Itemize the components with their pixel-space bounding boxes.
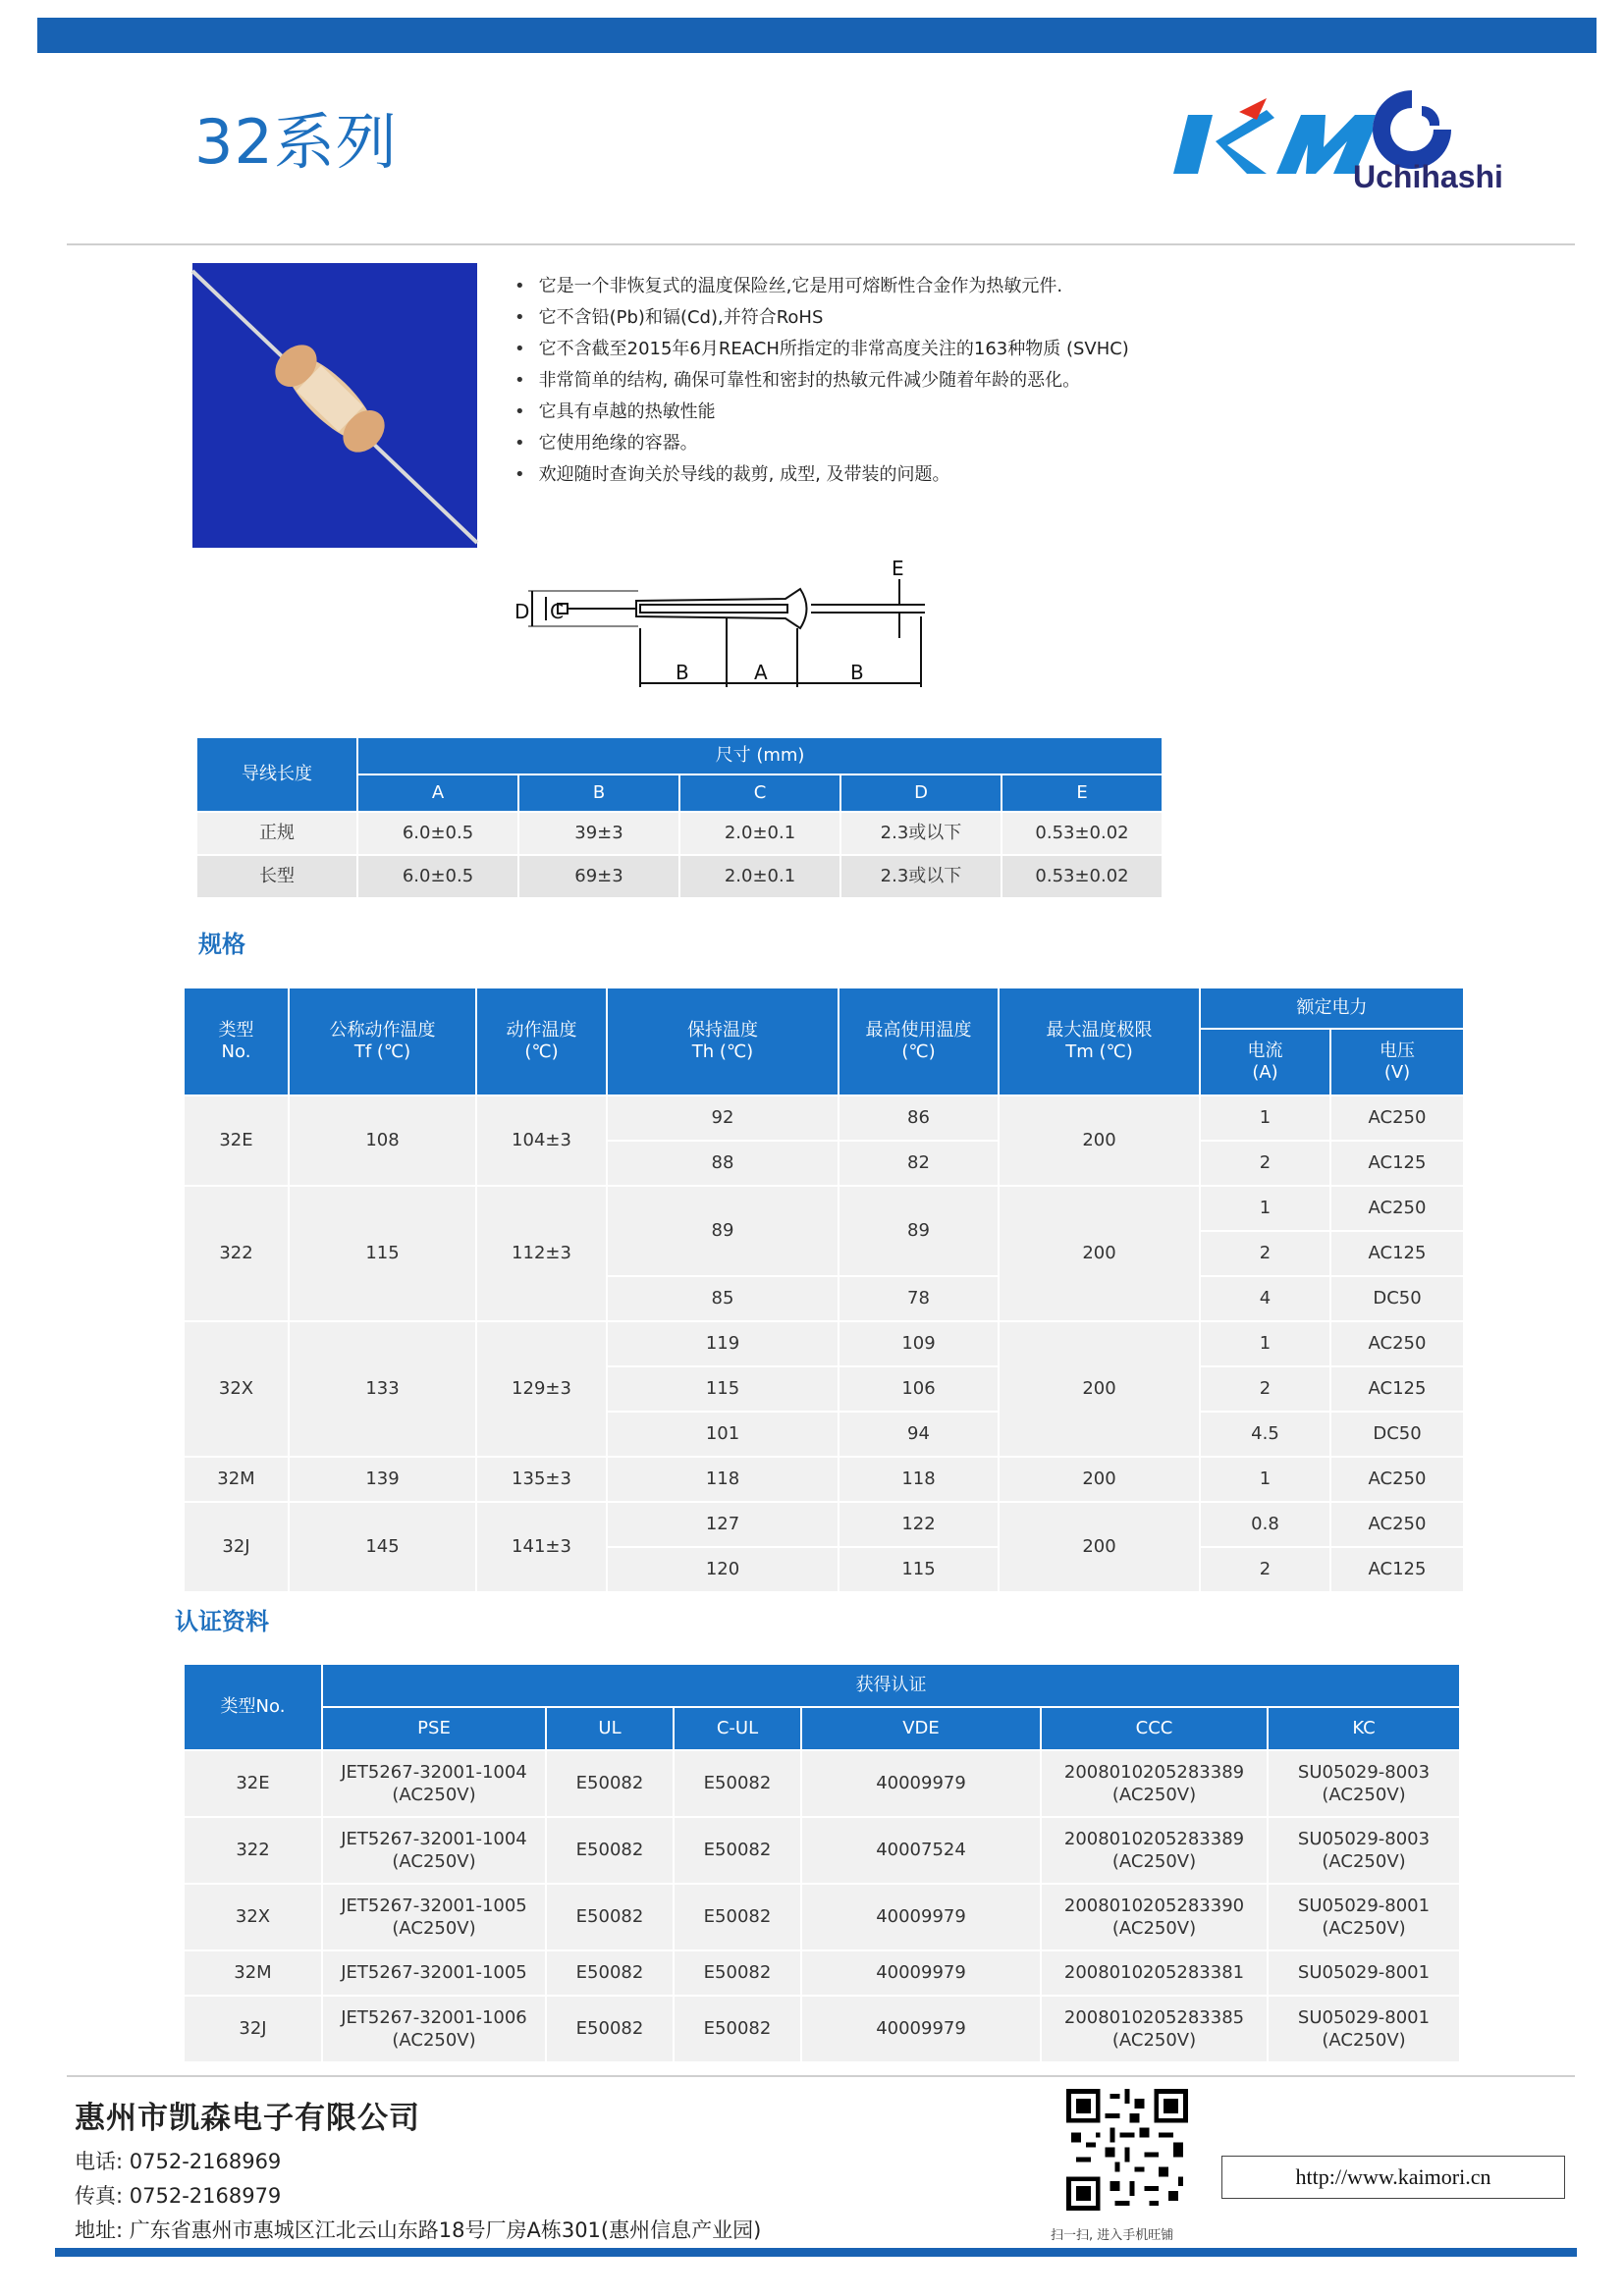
spec-cell: 118 bbox=[839, 1457, 999, 1502]
spec-cell: 115 bbox=[839, 1547, 999, 1592]
cert-col: PSE bbox=[322, 1707, 546, 1750]
dims-cell: 6.0±0.5 bbox=[357, 855, 518, 898]
spec-header-tm: 最大温度极限 Tm (℃) bbox=[999, 988, 1200, 1095]
spec-cell: 200 bbox=[999, 1502, 1200, 1592]
company-fax: 传真: 0752-2168979 bbox=[75, 2184, 282, 2208]
spec-cell: 2 bbox=[1200, 1231, 1330, 1276]
cert-col: UL bbox=[546, 1707, 674, 1750]
cert-cell: E50082 bbox=[674, 1750, 801, 1817]
cert-cell: 40007524 bbox=[801, 1817, 1041, 1884]
spec-cell: 2 bbox=[1200, 1141, 1330, 1186]
spec-cell: AC250 bbox=[1330, 1095, 1464, 1141]
cert-col: CCC bbox=[1041, 1707, 1268, 1750]
table-row bbox=[184, 1750, 1460, 1817]
spec-cell: 200 bbox=[999, 1321, 1200, 1457]
spec-cell: 120 bbox=[607, 1547, 839, 1592]
spec-cell: AC250 bbox=[1330, 1502, 1464, 1547]
spec-cell: 108 bbox=[289, 1095, 476, 1186]
cert-group-header: 获得认证 bbox=[322, 1664, 1460, 1707]
spec-cell: 118 bbox=[607, 1457, 839, 1502]
cert-cell: 40009979 bbox=[801, 1996, 1041, 2062]
cert-col: VDE bbox=[801, 1707, 1041, 1750]
dims-col: C bbox=[679, 774, 840, 812]
dim-label-b1: B bbox=[676, 661, 689, 684]
dimensions-table bbox=[196, 737, 1163, 898]
table-row bbox=[196, 812, 1163, 855]
dims-cell: 2.3或以下 bbox=[840, 812, 1001, 855]
spec-cell: AC250 bbox=[1330, 1457, 1464, 1502]
spec-cell: DC50 bbox=[1330, 1276, 1464, 1321]
footer-divider bbox=[67, 2075, 1575, 2077]
dims-cell: 69±3 bbox=[518, 855, 679, 898]
spec-cell: 200 bbox=[999, 1457, 1200, 1502]
spec-cell: 106 bbox=[839, 1366, 999, 1412]
cert-cell: SU05029-8001 bbox=[1268, 1950, 1460, 1996]
dim-label-b2: B bbox=[850, 661, 864, 684]
dims-cell: 0.53±0.02 bbox=[1001, 855, 1163, 898]
spec-cell: 122 bbox=[839, 1502, 999, 1547]
table-row bbox=[184, 1502, 1464, 1547]
cert-cell: 40009979 bbox=[801, 1750, 1041, 1817]
spec-cell: 32E bbox=[184, 1095, 289, 1186]
cert-cell: JET5267-32001-1004 (AC250V) bbox=[322, 1750, 546, 1817]
spec-cell: 1 bbox=[1200, 1321, 1330, 1366]
cert-cell: E50082 bbox=[674, 1817, 801, 1884]
spec-cell: 78 bbox=[839, 1276, 999, 1321]
spec-cell: 89 bbox=[607, 1186, 839, 1276]
dims-col: A bbox=[357, 774, 518, 812]
website-link[interactable]: http://www.kaimori.cn bbox=[1221, 2156, 1565, 2199]
dims-cell: 6.0±0.5 bbox=[357, 812, 518, 855]
logo-wordmark: Uchihashi bbox=[1353, 159, 1503, 194]
cert-cell: JET5267-32001-1006 (AC250V) bbox=[322, 1996, 546, 2062]
table-row bbox=[184, 1884, 1460, 1950]
cert-cell: 40009979 bbox=[801, 1884, 1041, 1950]
cert-cell: JET5267-32001-1005 (AC250V) bbox=[322, 1884, 546, 1950]
table-row bbox=[184, 1996, 1460, 2062]
cert-section-title: 认证资料 bbox=[175, 1608, 269, 1635]
spec-cell: 89 bbox=[839, 1186, 999, 1276]
cert-cell: JET5267-32001-1005 bbox=[322, 1950, 546, 1996]
cert-cell: 2008010205283385 (AC250V) bbox=[1041, 1996, 1268, 2062]
spec-cell: 101 bbox=[607, 1412, 839, 1457]
spec-header-type: 类型 No. bbox=[184, 988, 289, 1095]
table-row bbox=[184, 1950, 1460, 1996]
company-name: 惠州市凯森电子有限公司 bbox=[75, 2101, 420, 2136]
dims-cell: 正规 bbox=[196, 812, 357, 855]
bottom-banner bbox=[55, 2248, 1577, 2257]
dims-cell: 长型 bbox=[196, 855, 357, 898]
spec-cell: 145 bbox=[289, 1502, 476, 1592]
spec-cell: 1 bbox=[1200, 1457, 1330, 1502]
dims-group-header: 尺寸 (mm) bbox=[357, 737, 1163, 774]
spec-section-title: 规格 bbox=[198, 931, 245, 958]
cert-cell: E50082 bbox=[546, 1950, 674, 1996]
table-row bbox=[184, 1186, 1464, 1231]
cert-cell: SU05029-8003 (AC250V) bbox=[1268, 1817, 1460, 1884]
spec-cell: 94 bbox=[839, 1412, 999, 1457]
product-photo bbox=[192, 263, 477, 548]
cert-cell: 32M bbox=[184, 1950, 322, 1996]
dims-col: D bbox=[840, 774, 1001, 812]
dim-label-e: E bbox=[892, 557, 904, 580]
spec-cell: 82 bbox=[839, 1141, 999, 1186]
dims-cell: 2.0±0.1 bbox=[679, 812, 840, 855]
table-row bbox=[184, 1817, 1460, 1884]
cert-cell: 322 bbox=[184, 1817, 322, 1884]
spec-cell: 4.5 bbox=[1200, 1412, 1330, 1457]
dim-label-c: C bbox=[550, 600, 564, 623]
spec-cell: 109 bbox=[839, 1321, 999, 1366]
spec-cell: 112±3 bbox=[476, 1186, 607, 1321]
spec-cell: 141±3 bbox=[476, 1502, 607, 1592]
spec-header-max: 最高使用温度 (℃) bbox=[839, 988, 999, 1095]
spec-cell: 200 bbox=[999, 1186, 1200, 1321]
spec-cell: 2 bbox=[1200, 1547, 1330, 1592]
feature-item: • 它不含铅(Pb)和镉(Cd),并符合RoHS bbox=[514, 302, 1129, 334]
spec-cell: 32X bbox=[184, 1321, 289, 1457]
table-row bbox=[184, 1095, 1464, 1141]
spec-cell: 1 bbox=[1200, 1095, 1330, 1141]
dimension-diagram bbox=[514, 557, 1070, 697]
cert-cell: JET5267-32001-1004 (AC250V) bbox=[322, 1817, 546, 1884]
spec-cell: 0.8 bbox=[1200, 1502, 1330, 1547]
table-row bbox=[184, 1321, 1464, 1366]
feature-list bbox=[514, 271, 1129, 491]
cert-header-type: 类型No. bbox=[184, 1664, 322, 1750]
spec-cell: 2 bbox=[1200, 1366, 1330, 1412]
spec-cell: 115 bbox=[607, 1366, 839, 1412]
qr-caption: 扫一扫, 进入手机旺铺 bbox=[1051, 2228, 1174, 2243]
spec-cell: AC125 bbox=[1330, 1141, 1464, 1186]
cert-cell: 2008010205283389 (AC250V) bbox=[1041, 1750, 1268, 1817]
spec-cell: 115 bbox=[289, 1186, 476, 1321]
spec-cell: 88 bbox=[607, 1141, 839, 1186]
spec-header-th: 保持温度 Th (℃) bbox=[607, 988, 839, 1095]
dim-label-d: D bbox=[514, 600, 530, 623]
feature-item: • 它使用绝缘的容器。 bbox=[514, 428, 1129, 459]
feature-item: • 非常简单的结构, 确保可靠性和密封的热敏元件减少随着年龄的恶化。 bbox=[514, 365, 1129, 397]
dims-cell: 39±3 bbox=[518, 812, 679, 855]
feature-item: • 它具有卓越的热敏性能 bbox=[514, 397, 1129, 428]
spec-header-voltage: 电压 (V) bbox=[1330, 1029, 1464, 1095]
cert-cell: 2008010205283381 bbox=[1041, 1950, 1268, 1996]
cert-cell: SU05029-8001 (AC250V) bbox=[1268, 1996, 1460, 2062]
spec-cell: AC125 bbox=[1330, 1547, 1464, 1592]
spec-cell: 139 bbox=[289, 1457, 476, 1502]
spec-cell: 4 bbox=[1200, 1276, 1330, 1321]
spec-cell: 104±3 bbox=[476, 1095, 607, 1186]
spec-cell: AC125 bbox=[1330, 1231, 1464, 1276]
spec-cell: 32M bbox=[184, 1457, 289, 1502]
spec-header-tf: 公称动作温度 Tf (℃) bbox=[289, 988, 476, 1095]
cert-cell: 40009979 bbox=[801, 1950, 1041, 1996]
spec-cell: 127 bbox=[607, 1502, 839, 1547]
dims-cell: 0.53±0.02 bbox=[1001, 812, 1163, 855]
dims-col: E bbox=[1001, 774, 1163, 812]
spec-cell: 119 bbox=[607, 1321, 839, 1366]
spec-cell: 85 bbox=[607, 1276, 839, 1321]
spec-header-rated: 额定电力 bbox=[1200, 988, 1464, 1029]
table-row bbox=[184, 1457, 1464, 1502]
qr-code-icon[interactable] bbox=[1066, 2089, 1188, 2211]
dims-cell: 2.3或以下 bbox=[840, 855, 1001, 898]
cert-col: KC bbox=[1268, 1707, 1460, 1750]
header-divider bbox=[67, 243, 1575, 245]
cert-cell: E50082 bbox=[546, 1996, 674, 2062]
spec-cell: DC50 bbox=[1330, 1412, 1464, 1457]
spec-table bbox=[184, 988, 1464, 1592]
top-banner bbox=[37, 18, 1597, 53]
spec-cell: 32J bbox=[184, 1502, 289, 1592]
dims-col: B bbox=[518, 774, 679, 812]
feature-item: • 它不含截至2015年6月REACH所指定的非常高度关注的163种物质 (SVHC) bbox=[514, 334, 1129, 365]
spec-cell: 86 bbox=[839, 1095, 999, 1141]
cert-cell: 32J bbox=[184, 1996, 322, 2062]
spec-header-current: 电流 (A) bbox=[1200, 1029, 1330, 1095]
spec-cell: AC250 bbox=[1330, 1186, 1464, 1231]
cert-cell: E50082 bbox=[546, 1884, 674, 1950]
dims-row-header: 导线长度 bbox=[196, 737, 357, 812]
spec-cell: 1 bbox=[1200, 1186, 1330, 1231]
cert-cell: 32X bbox=[184, 1884, 322, 1950]
spec-cell: 200 bbox=[999, 1095, 1200, 1186]
cert-cell: 2008010205283390 (AC250V) bbox=[1041, 1884, 1268, 1950]
spec-cell: AC125 bbox=[1330, 1366, 1464, 1412]
spec-cell: 92 bbox=[607, 1095, 839, 1141]
cert-cell: E50082 bbox=[674, 1996, 801, 2062]
spec-cell: 129±3 bbox=[476, 1321, 607, 1457]
cert-table bbox=[184, 1664, 1460, 2062]
spec-cell: 322 bbox=[184, 1186, 289, 1321]
spec-cell: 133 bbox=[289, 1321, 476, 1457]
cert-cell: SU05029-8003 (AC250V) bbox=[1268, 1750, 1460, 1817]
company-address: 地址: 广东省惠州市惠城区江北云山东路18号厂房A栋301(惠州信息产业园) bbox=[75, 2218, 762, 2242]
feature-item: • 欢迎随时查询关於导线的裁剪, 成型, 及带装的问题。 bbox=[514, 459, 1129, 491]
cert-cell: 2008010205283389 (AC250V) bbox=[1041, 1817, 1268, 1884]
cert-col: C-UL bbox=[674, 1707, 801, 1750]
dims-cell: 2.0±0.1 bbox=[679, 855, 840, 898]
cert-cell: E50082 bbox=[546, 1750, 674, 1817]
page-title: 32系列 bbox=[194, 106, 398, 178]
table-row bbox=[196, 855, 1163, 898]
spec-cell: 135±3 bbox=[476, 1457, 607, 1502]
cert-cell: E50082 bbox=[546, 1817, 674, 1884]
spec-cell: AC250 bbox=[1330, 1321, 1464, 1366]
cert-cell: E50082 bbox=[674, 1950, 801, 1996]
spec-header-op: 动作温度 (℃) bbox=[476, 988, 607, 1095]
feature-item: • 它是一个非恢复式的温度保险丝,它是用可熔断性合金作为热敏元件. bbox=[514, 271, 1129, 302]
cert-cell: 32E bbox=[184, 1750, 322, 1817]
cert-cell: SU05029-8001 (AC250V) bbox=[1268, 1884, 1460, 1950]
dim-label-a: A bbox=[754, 661, 768, 684]
company-phone: 电话: 0752-2168969 bbox=[75, 2150, 282, 2173]
cert-cell: E50082 bbox=[674, 1884, 801, 1950]
